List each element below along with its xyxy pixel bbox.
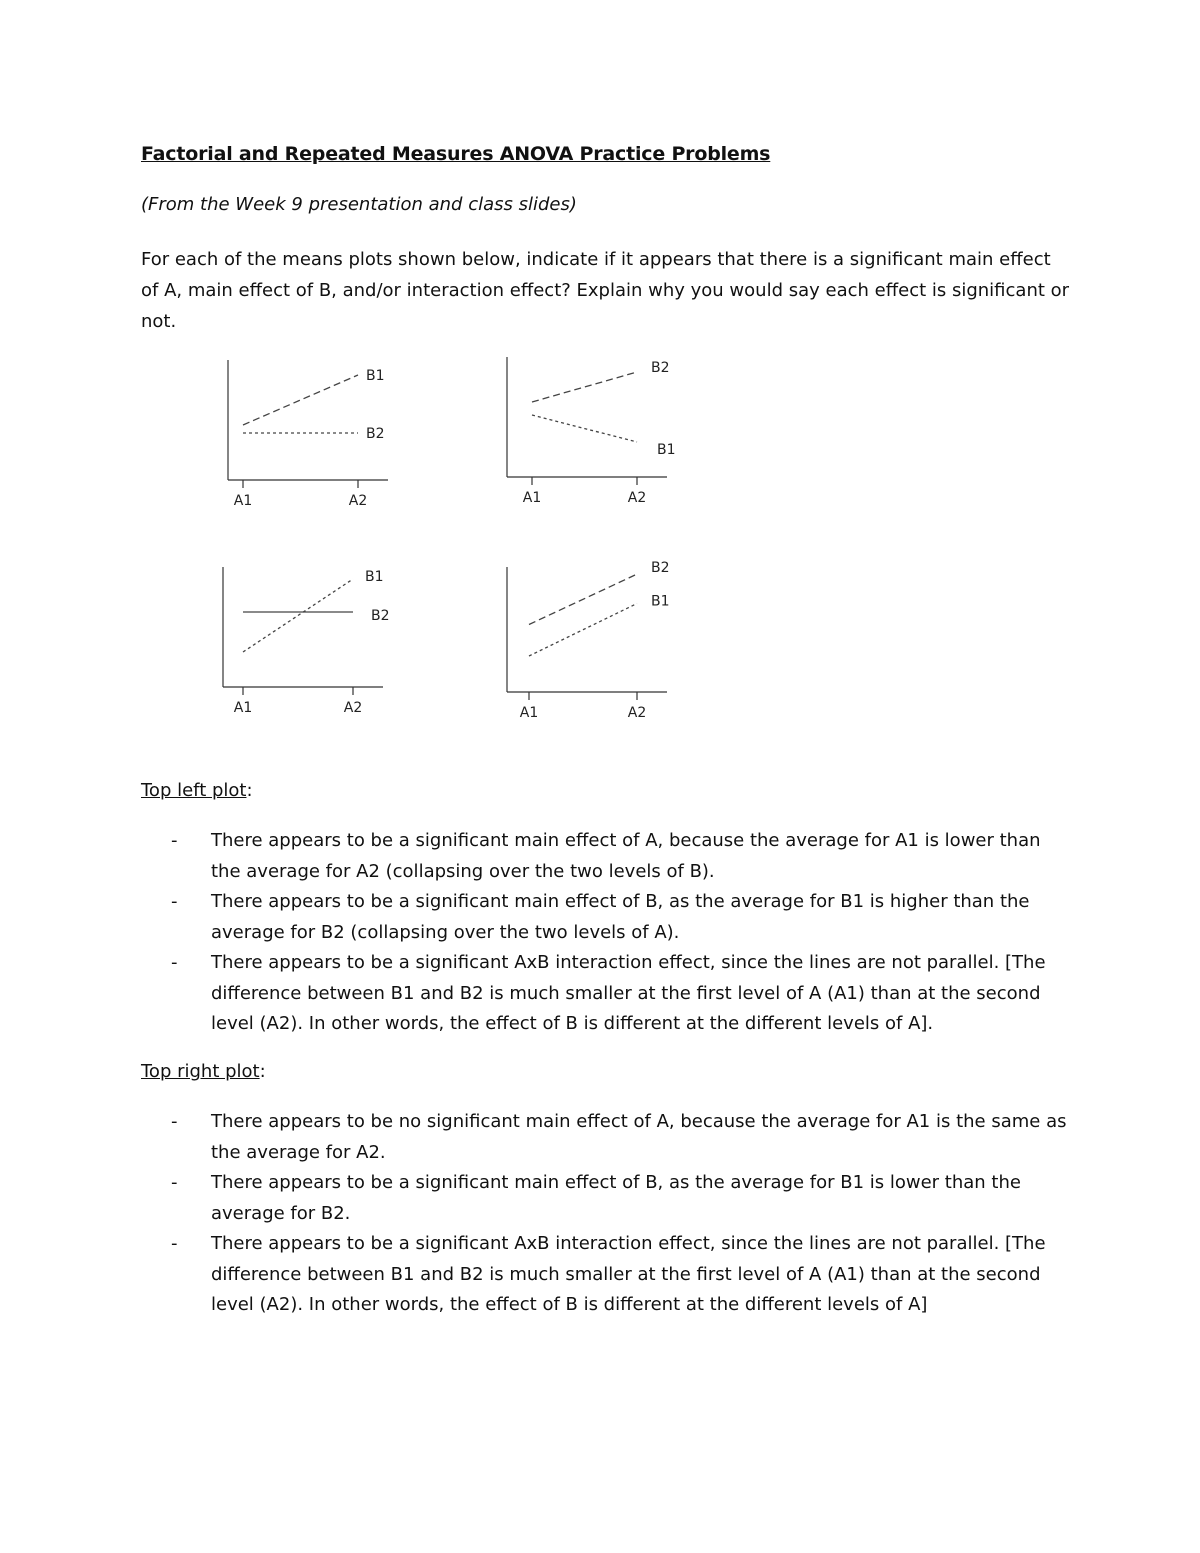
list-item <box>171 1229 1071 1321</box>
x-tick-label: A2 <box>627 490 647 506</box>
series-label-b1: B1 <box>366 368 385 384</box>
document-subtitle: (From the Week 9 presentation and class slides) <box>141 194 577 215</box>
section-heading-colon: : <box>259 1061 266 1082</box>
bullet-dash: - <box>171 952 178 973</box>
bullet-dash: - <box>171 1111 178 1132</box>
section-heading-top-right <box>141 1061 266 1082</box>
bullet-dash: - <box>171 830 178 851</box>
x-tick-label: A2 <box>343 700 363 716</box>
plot-top-left-svg <box>218 355 418 525</box>
plot-bottom-right <box>497 562 697 732</box>
plot-bottom-left-svg <box>213 562 413 732</box>
plot-bottom-left <box>213 562 413 732</box>
instructions-text: For each of the means plots shown below, indicate if it appears that there is a significant main effect of A, main effect of B, and/or interaction effect? Explain why you would say each effect is significant or not. <box>141 249 1070 332</box>
section-heading-text: Top left plot <box>141 780 247 801</box>
bullet-list-top-left <box>171 826 1071 1040</box>
series-label-b1: B1 <box>657 442 676 458</box>
x-tick-label: A2 <box>627 705 647 721</box>
list-item <box>171 948 1071 1040</box>
series-line-b2 <box>529 574 637 624</box>
list-item <box>171 887 1071 948</box>
bullet-text: There appears to be a significant main effect of B, as the average for B1 is higher than the average for B2 (collapsing over the two levels of A). <box>211 891 1030 943</box>
list-item <box>171 826 1071 887</box>
series-line-b2 <box>532 372 637 402</box>
plot-top-left <box>218 355 418 525</box>
list-item <box>171 1168 1071 1229</box>
document-title: Factorial and Repeated Measures ANOVA Practice Problems <box>141 143 771 165</box>
series-line-b1 <box>532 415 637 442</box>
section-heading-text: Top right plot <box>141 1061 260 1082</box>
plot-bottom-right-svg <box>497 562 697 732</box>
series-line-b1 <box>243 579 353 652</box>
bullet-text: There appears to be a significant main effect of B, as the average for B1 is lower than the average for B2. <box>211 1172 1021 1224</box>
bullet-text: There appears to be a significant main effect of A, because the average for A1 is lower than the average for A2 (collapsing over the two levels of B). <box>211 830 1041 882</box>
series-label-b2: B2 <box>371 608 390 624</box>
x-tick-label: A1 <box>233 493 253 509</box>
x-tick-label: A1 <box>522 490 542 506</box>
instructions-paragraph <box>141 244 1071 337</box>
bullet-text: There appears to be a significant AxB interaction effect, since the lines are not parallel. [The difference between B1 and B2 is much smaller at the first level of A (A1) than at the second level (A2). In other words, the effect of B is different at the different levels of A]. <box>211 952 1046 1034</box>
bullet-dash: - <box>171 1233 178 1254</box>
section-heading-colon: : <box>246 780 253 801</box>
x-tick-label: A1 <box>519 705 539 721</box>
bullet-dash: - <box>171 1172 178 1193</box>
bullet-text: There appears to be no significant main effect of A, because the average for A1 is the same as the average for A2. <box>211 1111 1067 1163</box>
section-heading-top-left <box>141 780 253 801</box>
bullet-text: There appears to be a significant AxB interaction effect, since the lines are not parallel. [The difference between B1 and B2 is much smaller at the first level of A (A1) than at the second level (A2). In other words, the effect of B is different at the different levels of A] <box>211 1233 1046 1315</box>
x-tick-label: A1 <box>233 700 253 716</box>
series-line-b1 <box>243 375 358 425</box>
series-label-b1: B1 <box>651 593 670 610</box>
plot-top-right-svg <box>497 352 697 522</box>
x-tick-label: A2 <box>348 493 368 509</box>
series-label-b2: B2 <box>651 560 670 577</box>
series-label-b1: B1 <box>365 569 384 585</box>
bullet-dash: - <box>171 891 178 912</box>
list-item <box>171 1107 1071 1168</box>
bullet-list-top-right <box>171 1107 1071 1321</box>
series-line-b1 <box>529 604 637 657</box>
series-label-b2: B2 <box>651 360 670 376</box>
plot-top-right <box>497 352 697 522</box>
series-label-b2: B2 <box>366 426 385 442</box>
